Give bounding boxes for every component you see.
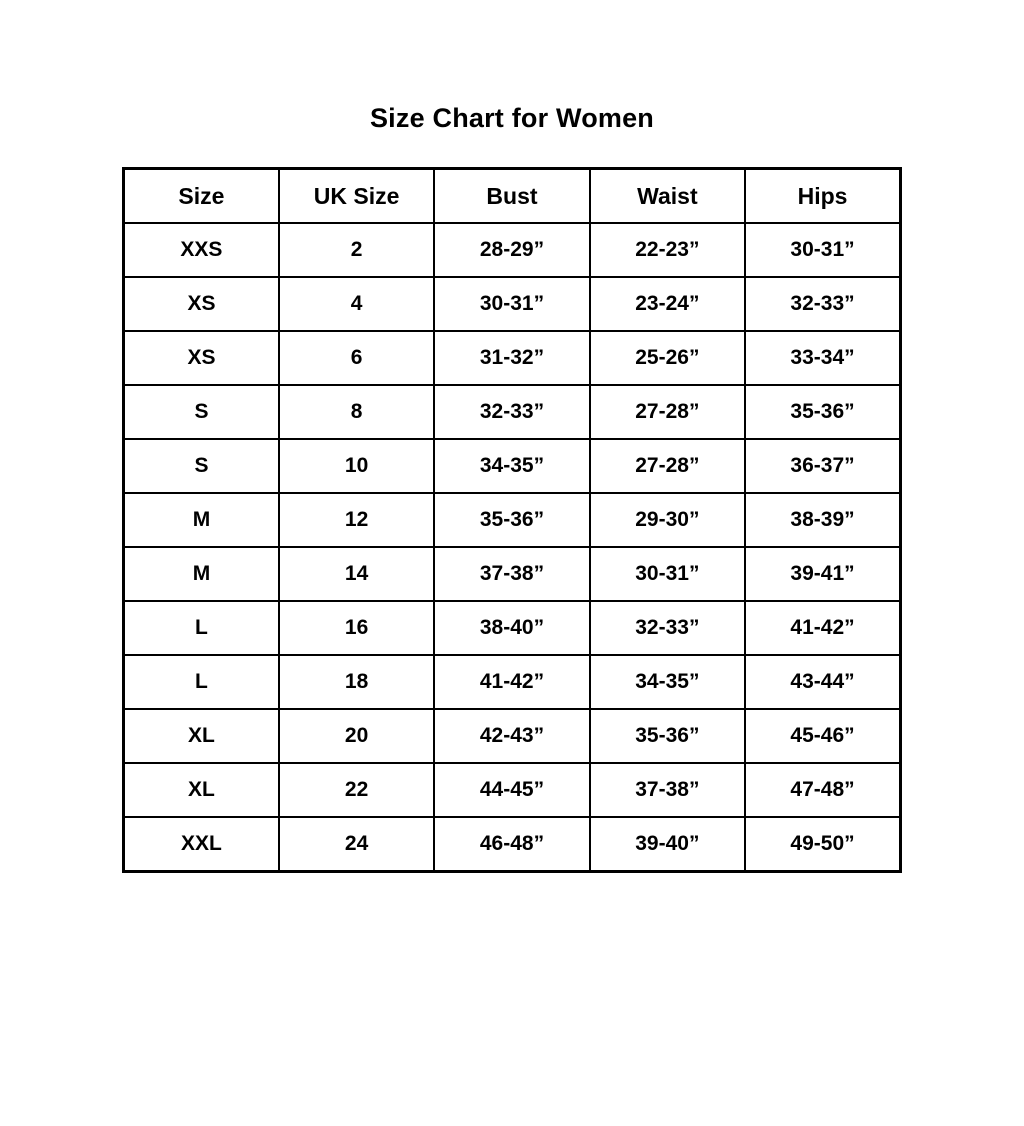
table-cell: 41-42”	[434, 655, 589, 709]
table-row	[124, 331, 901, 385]
table-cell: 23-24”	[590, 277, 745, 331]
table-row	[124, 223, 901, 277]
table-cell: 2	[279, 223, 434, 277]
table-cell: L	[124, 655, 279, 709]
table-head	[124, 169, 901, 224]
table-cell: 38-40”	[434, 601, 589, 655]
table-cell: 42-43”	[434, 709, 589, 763]
table-cell: 12	[279, 493, 434, 547]
table-cell: XL	[124, 763, 279, 817]
table-cell: 22-23”	[590, 223, 745, 277]
table-cell: 27-28”	[590, 385, 745, 439]
table-cell: XS	[124, 277, 279, 331]
table-cell: 49-50”	[745, 817, 900, 872]
table-cell: 27-28”	[590, 439, 745, 493]
table-cell: 45-46”	[745, 709, 900, 763]
table-row	[124, 439, 901, 493]
table-cell: 38-39”	[745, 493, 900, 547]
table-cell: S	[124, 385, 279, 439]
table-cell: 39-41”	[745, 547, 900, 601]
table-cell: 14	[279, 547, 434, 601]
page-title: Size Chart for Women	[369, 103, 655, 133]
table-cell: 10	[279, 439, 434, 493]
table-cell: M	[124, 547, 279, 601]
table-cell: 6	[279, 331, 434, 385]
table-cell: 32-33”	[590, 601, 745, 655]
table-cell: XL	[124, 709, 279, 763]
table-cell: XXL	[124, 817, 279, 872]
header-cell: Waist	[590, 169, 745, 224]
table-cell: 46-48”	[434, 817, 589, 872]
header-row	[124, 169, 901, 224]
table-cell: 32-33”	[434, 385, 589, 439]
table-row	[124, 601, 901, 655]
table-cell: M	[124, 493, 279, 547]
table-cell: 20	[279, 709, 434, 763]
table-cell: 33-34”	[745, 331, 900, 385]
table-cell: 34-35”	[434, 439, 589, 493]
table-cell: 31-32”	[434, 331, 589, 385]
table-row	[124, 655, 901, 709]
header-cell: Hips	[745, 169, 900, 224]
table-cell: 4	[279, 277, 434, 331]
table-cell: L	[124, 601, 279, 655]
table-cell: 16	[279, 601, 434, 655]
table-cell: 24	[279, 817, 434, 872]
table-row	[124, 547, 901, 601]
table-cell: S	[124, 439, 279, 493]
table-row	[124, 493, 901, 547]
table-row	[124, 817, 901, 872]
table-row	[124, 709, 901, 763]
table-row	[124, 385, 901, 439]
table-cell: 30-31”	[745, 223, 900, 277]
table-cell: 36-37”	[745, 439, 900, 493]
table-cell: 35-36”	[434, 493, 589, 547]
table-cell: XS	[124, 331, 279, 385]
table-cell: 30-31”	[434, 277, 589, 331]
header-cell: UK Size	[279, 169, 434, 224]
table-cell: 47-48”	[745, 763, 900, 817]
header-cell: Size	[124, 169, 279, 224]
table-cell: 34-35”	[590, 655, 745, 709]
table-cell: 32-33”	[745, 277, 900, 331]
table-cell: 37-38”	[590, 763, 745, 817]
table-cell: 39-40”	[590, 817, 745, 872]
size-chart-table	[122, 167, 902, 873]
table-cell: XXS	[124, 223, 279, 277]
table-cell: 25-26”	[590, 331, 745, 385]
table-cell: 30-31”	[590, 547, 745, 601]
table-cell: 8	[279, 385, 434, 439]
table-body	[124, 223, 901, 872]
table-cell: 43-44”	[745, 655, 900, 709]
table-cell: 22	[279, 763, 434, 817]
table-cell: 18	[279, 655, 434, 709]
table-row	[124, 763, 901, 817]
table-cell: 37-38”	[434, 547, 589, 601]
header-cell: Bust	[434, 169, 589, 224]
table-cell: 29-30”	[590, 493, 745, 547]
table-cell: 28-29”	[434, 223, 589, 277]
table-cell: 35-36”	[590, 709, 745, 763]
table-cell: 44-45”	[434, 763, 589, 817]
table-cell: 35-36”	[745, 385, 900, 439]
table-cell: 41-42”	[745, 601, 900, 655]
table-row	[124, 277, 901, 331]
